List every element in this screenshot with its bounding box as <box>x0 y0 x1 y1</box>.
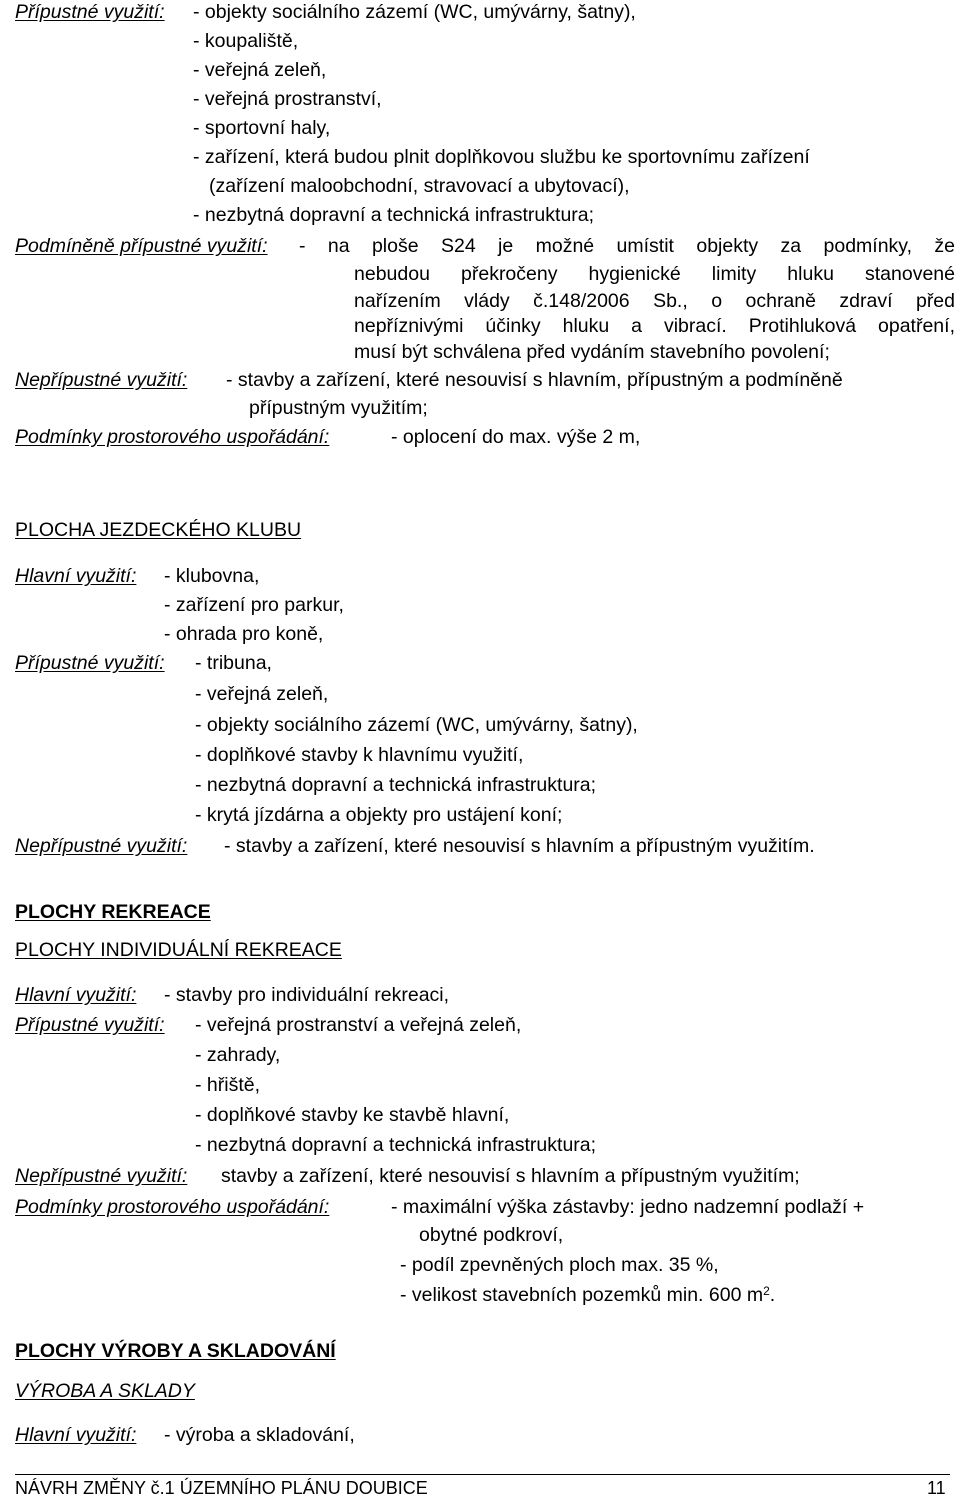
podminene-label: Podmíněně přípustné využití: <box>15 235 268 257</box>
list-item: - veřejná prostranství a veřejná zeleň, <box>195 1014 522 1036</box>
list-item: - tribuna, <box>195 652 272 674</box>
nepripustne-label: Nepřípustné využití: <box>15 835 188 857</box>
footer-title: NÁVRH ZMĚNY č.1 ÚZEMNÍHO PLÁNU DOUBICE <box>15 1478 428 1498</box>
hlavni-label: Hlavní využití: <box>15 565 137 587</box>
list-item: - objekty sociálního zázemí (WC, umývárny, šatny), <box>195 714 638 736</box>
section-heading: PLOCHY REKREACE <box>15 901 211 923</box>
nepripustne-label: Nepřípustné využití: <box>15 369 188 391</box>
page-number: 11 <box>927 1478 946 1498</box>
pripustne-label: Přípustné využití: <box>15 1 165 23</box>
list-item: - zařízení, která budou plnit doplňkovou službu ke sportovnímu zařízení <box>193 146 810 168</box>
section-subheading: PLOCHY INDIVIDUÁLNÍ REKREACE <box>15 939 342 961</box>
list-item: - hřiště, <box>195 1074 261 1096</box>
superscript: 2 <box>763 1284 770 1298</box>
list-item: - zařízení pro parkur, <box>164 594 344 616</box>
list-item: - doplňkové stavby ke stavbě hlavní, <box>195 1104 510 1126</box>
section-heading: PLOCHA JEZDECKÉHO KLUBU <box>15 519 302 541</box>
paragraph-line: - výroba a skladování, <box>164 1424 355 1446</box>
paragraph-line: - stavby pro individuální rekreaci, <box>164 984 450 1006</box>
area-text: - velikost stavebních pozemků min. 600 m <box>400 1284 764 1306</box>
list-item: - krytá jízdárna a objekty pro ustájení koní; <box>195 804 563 826</box>
hlavni-label: Hlavní využití: <box>15 984 137 1006</box>
paragraph-line: - stavby a zařízení, které nesouvisí s hlavním, přípustným a podmíněně <box>226 369 843 391</box>
list-item: - zahrady, <box>195 1044 281 1066</box>
paragraph-line: - maximální výška zástavby: jedno nadzemní podlaží + <box>391 1196 865 1218</box>
paragraph-line: přípustným využitím; <box>249 397 428 419</box>
list-item: - veřejná zeleň, <box>195 683 329 705</box>
paragraph-line: nařízením vlády č.148/2006 Sb., o ochraně zdraví před <box>354 290 955 312</box>
section-subheading: VÝROBA A SKLADY <box>15 1380 195 1402</box>
trailing-punct: . <box>769 1284 776 1306</box>
list-item: - doplňkové stavby k hlavnímu využití, <box>195 744 524 766</box>
paragraph-line <box>400 1284 775 1307</box>
list-item: - veřejná zeleň, <box>193 59 327 81</box>
list-item: (zařízení maloobchodní, stravovací a ubytovací), <box>209 175 630 197</box>
list-item: - ohrada pro koně, <box>164 623 324 645</box>
paragraph-line: nebudou překročeny hygienické limity hluku stanovené <box>354 263 955 285</box>
pripustne-label: Přípustné využití: <box>15 652 165 674</box>
paragraph-line: stavby a zařízení, které nesouvisí s hlavním a přípustným využitím; <box>221 1165 800 1187</box>
list-item: - sportovní haly, <box>193 117 331 139</box>
paragraph-line: - podíl zpevněných ploch max. 35 %, <box>400 1254 719 1276</box>
list-item: - veřejná prostranství, <box>193 88 382 110</box>
hlavni-label: Hlavní využití: <box>15 1424 137 1446</box>
list-item: - objekty sociálního zázemí (WC, umývárny, šatny), <box>193 1 636 23</box>
pripustne-label: Přípustné využití: <box>15 1014 165 1036</box>
section-heading: PLOCHY VÝROBY A SKLADOVÁNÍ <box>15 1340 336 1362</box>
paragraph-line: musí být schválena před vydáním stavebního povolení; <box>354 341 830 363</box>
list-item: - nezbytná dopravní a technická infrastruktura; <box>195 1134 597 1156</box>
nepripustne-label: Nepřípustné využití: <box>15 1165 188 1187</box>
paragraph-line: nepříznivými účinky hluku a vibrací. Protihluková opatření, <box>354 315 955 337</box>
list-item: - nezbytná dopravní a technická infrastruktura; <box>195 774 597 796</box>
footer-rule <box>15 1474 950 1475</box>
paragraph-line: - na ploše S24 je možné umístit objekty za podmínky, že <box>299 235 955 257</box>
list-item: - koupaliště, <box>193 30 299 52</box>
podminky-label: Podmínky prostorového uspořádání: <box>15 426 330 448</box>
list-item: - nezbytná dopravní a technická infrastruktura; <box>193 204 595 226</box>
paragraph-line: obytné podkroví, <box>419 1224 564 1246</box>
paragraph-line: - stavby a zařízení, které nesouvisí s hlavním a přípustným využitím. <box>224 835 815 857</box>
paragraph-line: - oplocení do max. výše 2 m, <box>391 426 641 448</box>
list-item: - klubovna, <box>164 565 260 587</box>
podminky-label: Podmínky prostorového uspořádání: <box>15 1196 330 1218</box>
